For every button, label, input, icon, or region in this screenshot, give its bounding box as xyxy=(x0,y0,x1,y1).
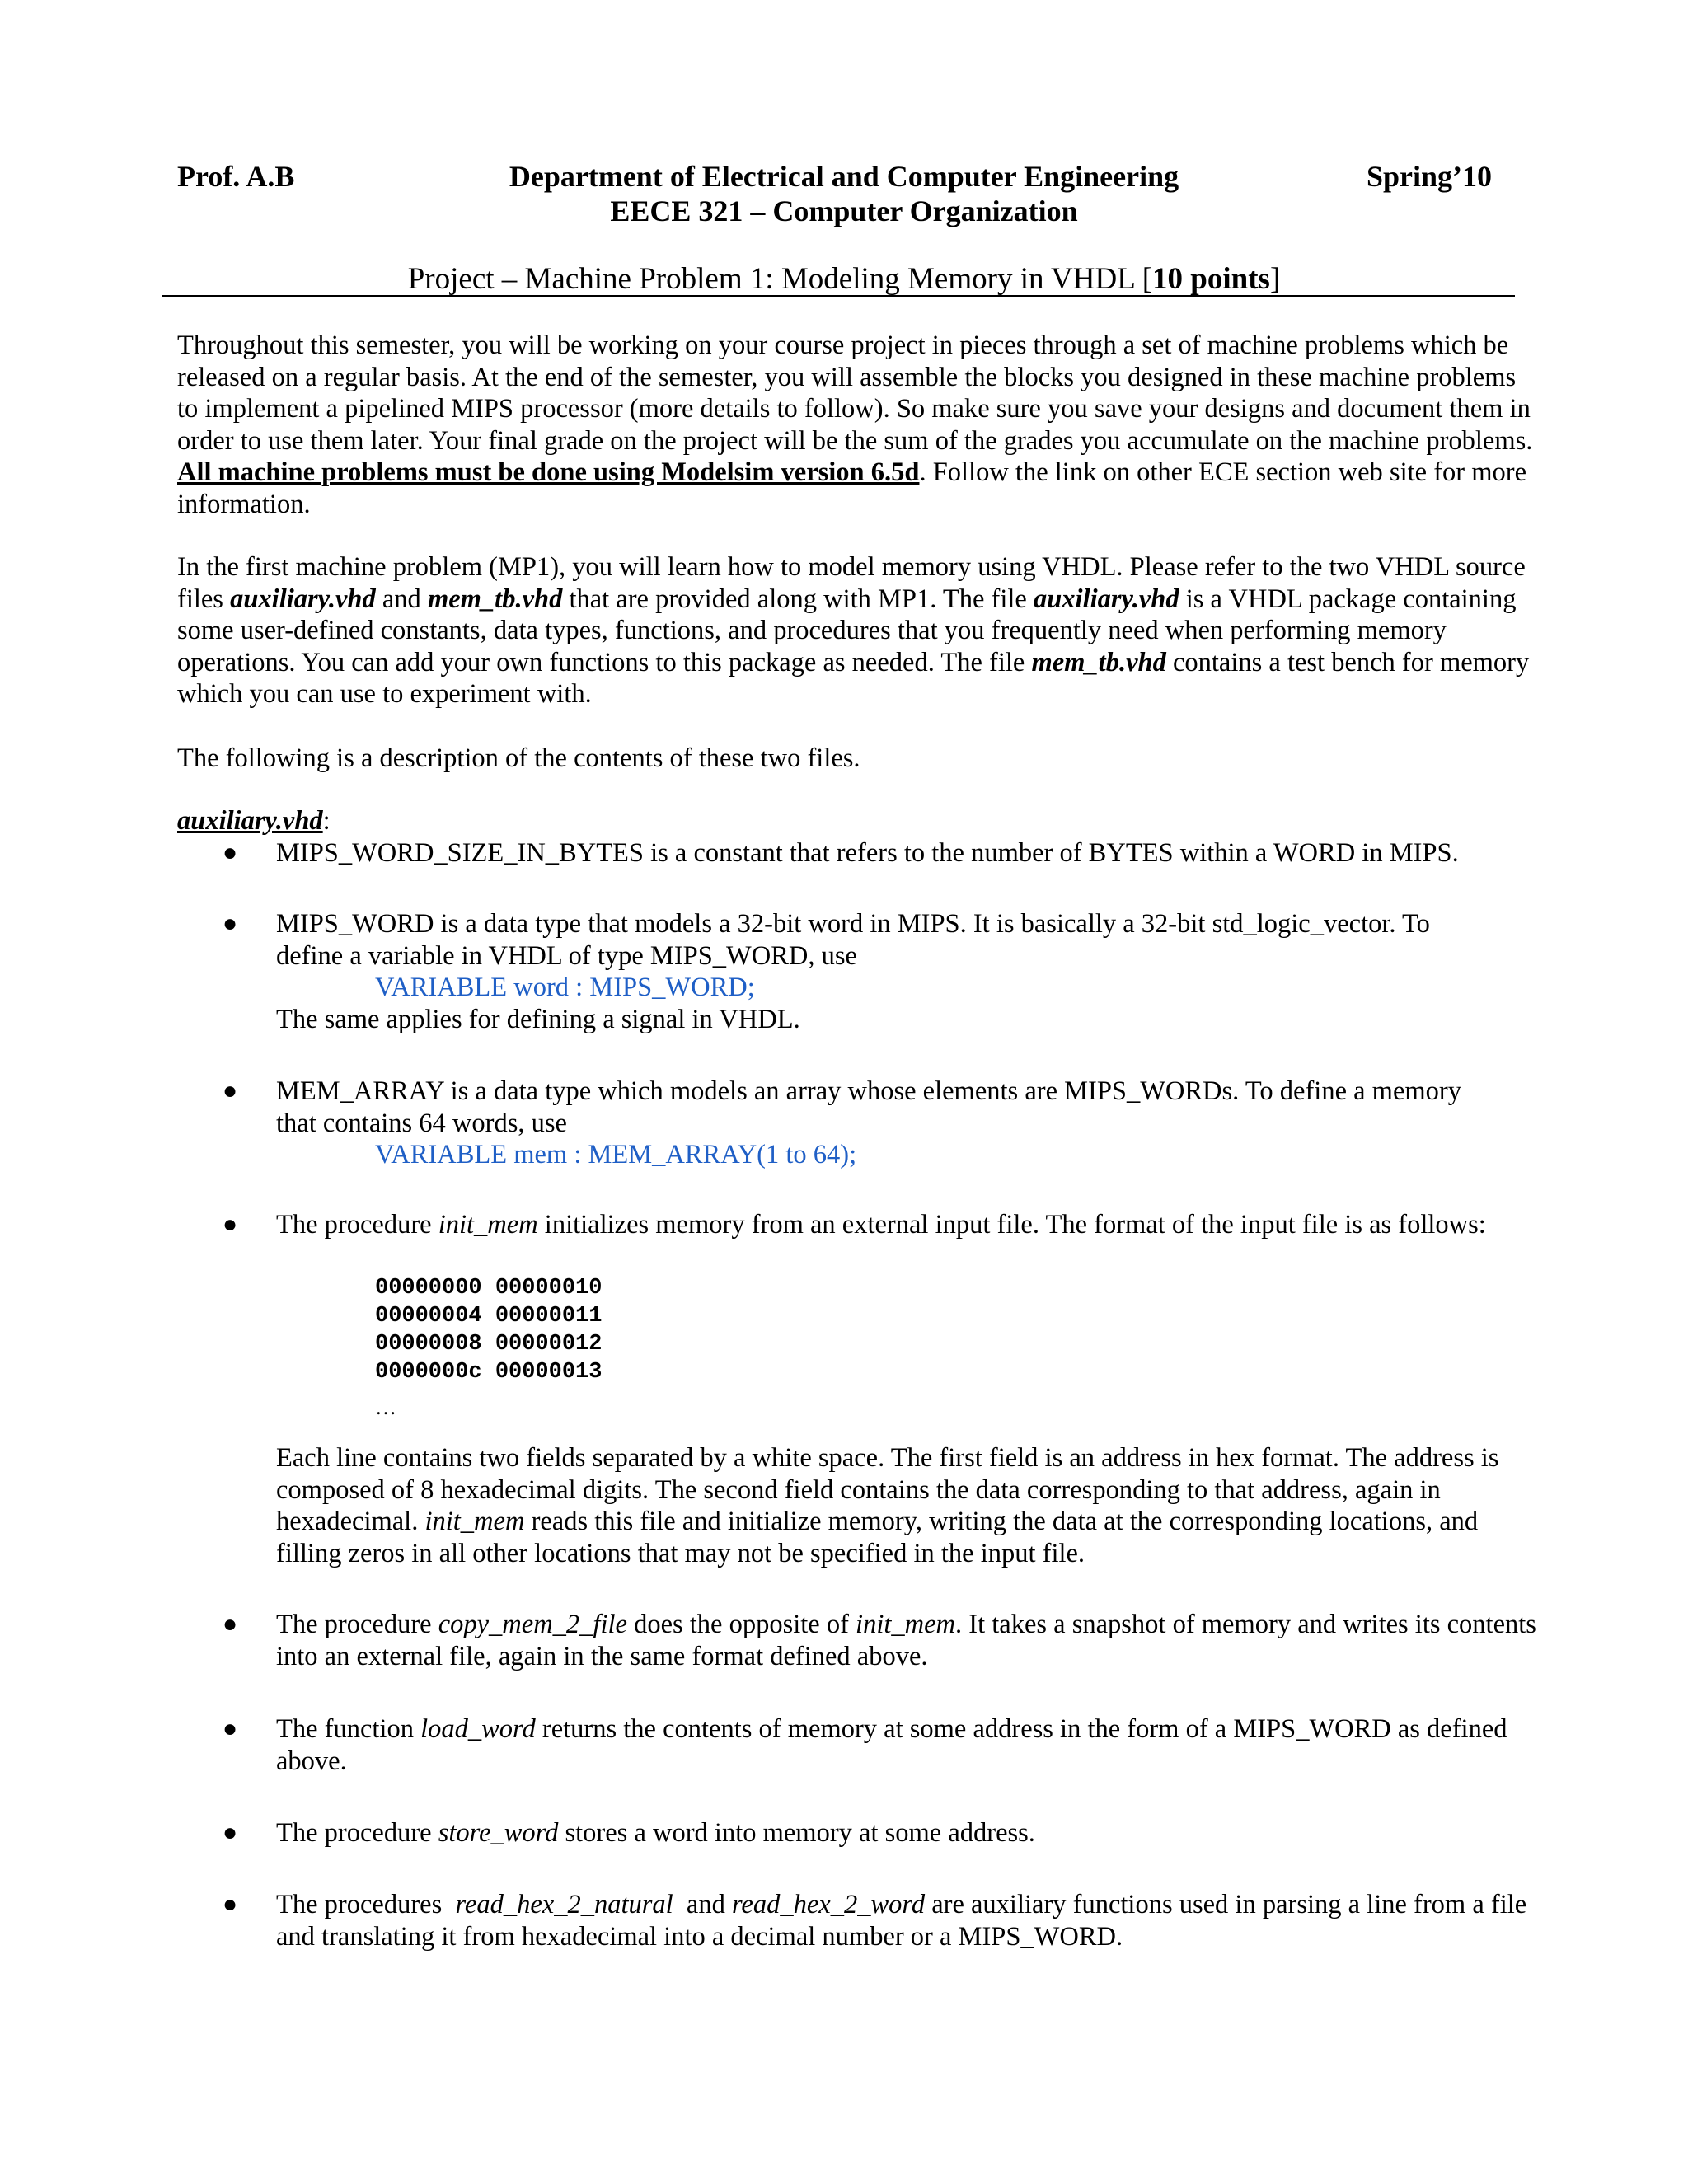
intro-p1-end: . Follow the link on other ECE section web site for more information. xyxy=(177,457,1526,519)
bullet-7-text-b: stores a word into memory at some address. xyxy=(558,1818,1035,1848)
intro-p2-text-e: contains a test bench for memory which you can use to experiment with. xyxy=(177,647,1530,710)
fn-store-word: store_word xyxy=(438,1818,559,1848)
bullet-4-text-a: The procedure xyxy=(276,1210,438,1240)
bullet-3-line-1: MEM_ARRAY is a data type which models an array whose elements are MIPS_WORDs. To define a memory xyxy=(276,1076,1461,1106)
bullet-5-text-c: . It takes a snapshot of memory and writes its contents into an external file, again in the same format defined above. xyxy=(276,1610,1536,1671)
filename-mem-tb-2: mem_tb.vhd xyxy=(1031,647,1166,677)
bullet-5-text-b: does the opposite of xyxy=(626,1610,856,1639)
bullet-item-init-mem xyxy=(276,1209,1537,1241)
sample-line: 0000000c 00000013 xyxy=(375,1360,603,1385)
intro-p2-text-a: In the first machine problem (MP1), you will learn how to model memory using VHDL. Please refer to the two VHDL source files xyxy=(177,552,1526,614)
bullet-item-store-word xyxy=(276,1817,1537,1849)
sample-line: 00000000 00000010 xyxy=(375,1276,603,1301)
header-department: Department of Electrical and Computer Engineering xyxy=(509,160,1179,193)
init-mem-description xyxy=(276,1442,1537,1569)
header-semester: Spring’10 xyxy=(1366,160,1492,193)
bullet-marker: ● xyxy=(223,1891,238,1918)
header-course: EECE 321 – Computer Organization xyxy=(610,194,1078,227)
bullet-item-mips-word xyxy=(276,908,1537,1035)
section-heading-name: auxiliary.vhd xyxy=(177,806,323,836)
bullet-marker: ● xyxy=(223,1610,238,1638)
intro-p1-text: Throughout this semester, you will be working on your course project in pieces through a set of machine problems which be released on a regular basis. At the end of the semester, you will assemble the blocks you designed in these machine problems to implement a pipelined MIPS processor (more details to follow). So make sure you save your designs and document them in order to use them later. Your final grade on the project will be the sum of the grades you accumulate on the machine problems. xyxy=(177,330,1533,456)
bullet-marker: ● xyxy=(223,1211,238,1238)
bullet-4-text-b: initializes memory from an external input file. The format of the input file is as follows: xyxy=(537,1210,1486,1240)
intro-p2-text-b: and xyxy=(375,583,428,614)
bullet-marker: ● xyxy=(223,1715,238,1742)
bullet-item-read-hex xyxy=(276,1889,1537,1952)
section-heading xyxy=(177,805,331,837)
intro-paragraph-2 xyxy=(177,551,1537,710)
sample-ellipsis: … xyxy=(375,1395,396,1419)
bullet-item-copy-mem xyxy=(276,1609,1537,1672)
fn-load-word: load_word xyxy=(420,1714,536,1744)
bullet-item-load-word xyxy=(276,1713,1537,1777)
bullet-8-text-b: and xyxy=(673,1890,732,1919)
bullet-item-mem-array xyxy=(276,1076,1537,1171)
intro-paragraph-3: The following is a description of the contents of these two files. xyxy=(177,743,860,773)
project-title-suffix: ] xyxy=(1269,262,1281,296)
intro-p2-text-c: that are provided along with MP1. The file xyxy=(562,583,1034,614)
init-mem-desc-a: Each line contains two fields separated by a white space. The first field is an address in hex format. The address is composed of 8 hexadecimal digits. The second field contains the data corresponding to that address, again in hexadecimal. xyxy=(276,1443,1499,1537)
project-title-prefix: Project – Machine Problem 1: Modeling Memory in VHDL [ xyxy=(407,262,1153,296)
fn-init-mem-3: init_mem xyxy=(856,1610,956,1639)
bullet-2-line-3: The same applies for defining a signal in VHDL. xyxy=(276,1004,800,1034)
bullet-7-text-a: The procedure xyxy=(276,1818,438,1848)
fn-read-hex-2-natural: read_hex_2_natural xyxy=(455,1890,673,1919)
intro-p2-text-d: is a VHDL package containing some user-defined constants, data types, functions, and procedures that you frequently need when performing memory operations. You can add your own functions to this package as needed. The file xyxy=(177,583,1517,677)
project-title xyxy=(0,260,1688,298)
title-divider xyxy=(162,295,1515,297)
bullet-2-line-1: MIPS_WORD is a data type that models a 32-bit word in MIPS. It is basically a 32-bit std_logic_vector. To xyxy=(276,909,1430,939)
sample-line: 00000004 00000011 xyxy=(375,1304,603,1329)
project-title-points: 10 points xyxy=(1152,262,1270,296)
code-variable-word: VARIABLE word : MIPS_WORD; xyxy=(375,972,755,1003)
bullet-3-line-2: that contains 64 words, use xyxy=(276,1108,567,1138)
header-professor: Prof. A.B xyxy=(177,160,295,193)
input-file-sample xyxy=(375,1274,602,1386)
section-heading-colon: : xyxy=(322,806,331,836)
code-variable-mem: VARIABLE mem : MEM_ARRAY(1 to 64); xyxy=(375,1140,857,1170)
bullet-2-line-2: define a variable in VHDL of type MIPS_WORD, use xyxy=(276,940,857,971)
bullet-marker: ● xyxy=(223,1077,238,1104)
fn-copy-mem-2-file: copy_mem_2_file xyxy=(438,1610,627,1639)
bullet-6-text-a: The function xyxy=(276,1714,421,1744)
sample-line: 00000008 00000012 xyxy=(375,1332,603,1357)
filename-auxiliary: auxiliary.vhd xyxy=(230,583,376,614)
fn-read-hex-2-word: read_hex_2_word xyxy=(731,1890,926,1919)
bullet-marker: ● xyxy=(223,839,238,866)
bullet-1-text: MIPS_WORD_SIZE_IN_BYTES is a constant that refers to the number of BYTES within a WORD in MIPS. xyxy=(276,838,1459,868)
init-mem-desc-b: reads this file and initialize memory, writing the data at the corresponding locations, and filling zeros in all other locations that may not be specified in the input file. xyxy=(276,1507,1479,1568)
intro-paragraph-1 xyxy=(177,330,1537,521)
filename-auxiliary-2: auxiliary.vhd xyxy=(1033,583,1179,614)
fn-init-mem: init_mem xyxy=(438,1210,538,1240)
bullet-marker: ● xyxy=(223,910,238,937)
bullet-6-text-b: returns the contents of memory at some address in the form of a MIPS_WORD as defined above. xyxy=(276,1714,1507,1776)
bullet-item-word-size xyxy=(276,837,1537,869)
fn-init-mem-2: init_mem xyxy=(424,1507,525,1537)
intro-p1-emphasis: All machine problems must be done using Modelsim version 6.5d xyxy=(177,457,920,488)
bullet-4-line-1 xyxy=(276,1209,1537,1241)
bullet-marker: ● xyxy=(223,1819,238,1846)
filename-mem-tb: mem_tb.vhd xyxy=(427,583,563,614)
bullet-8-text-a: The procedures xyxy=(276,1890,456,1919)
bullet-8-text-c: are auxiliary functions used in parsing a line from a file and translating it from hexadecimal into a decimal number or a MIPS_WORD. xyxy=(276,1890,1527,1952)
bullet-5-text-a: The procedure xyxy=(276,1610,438,1639)
